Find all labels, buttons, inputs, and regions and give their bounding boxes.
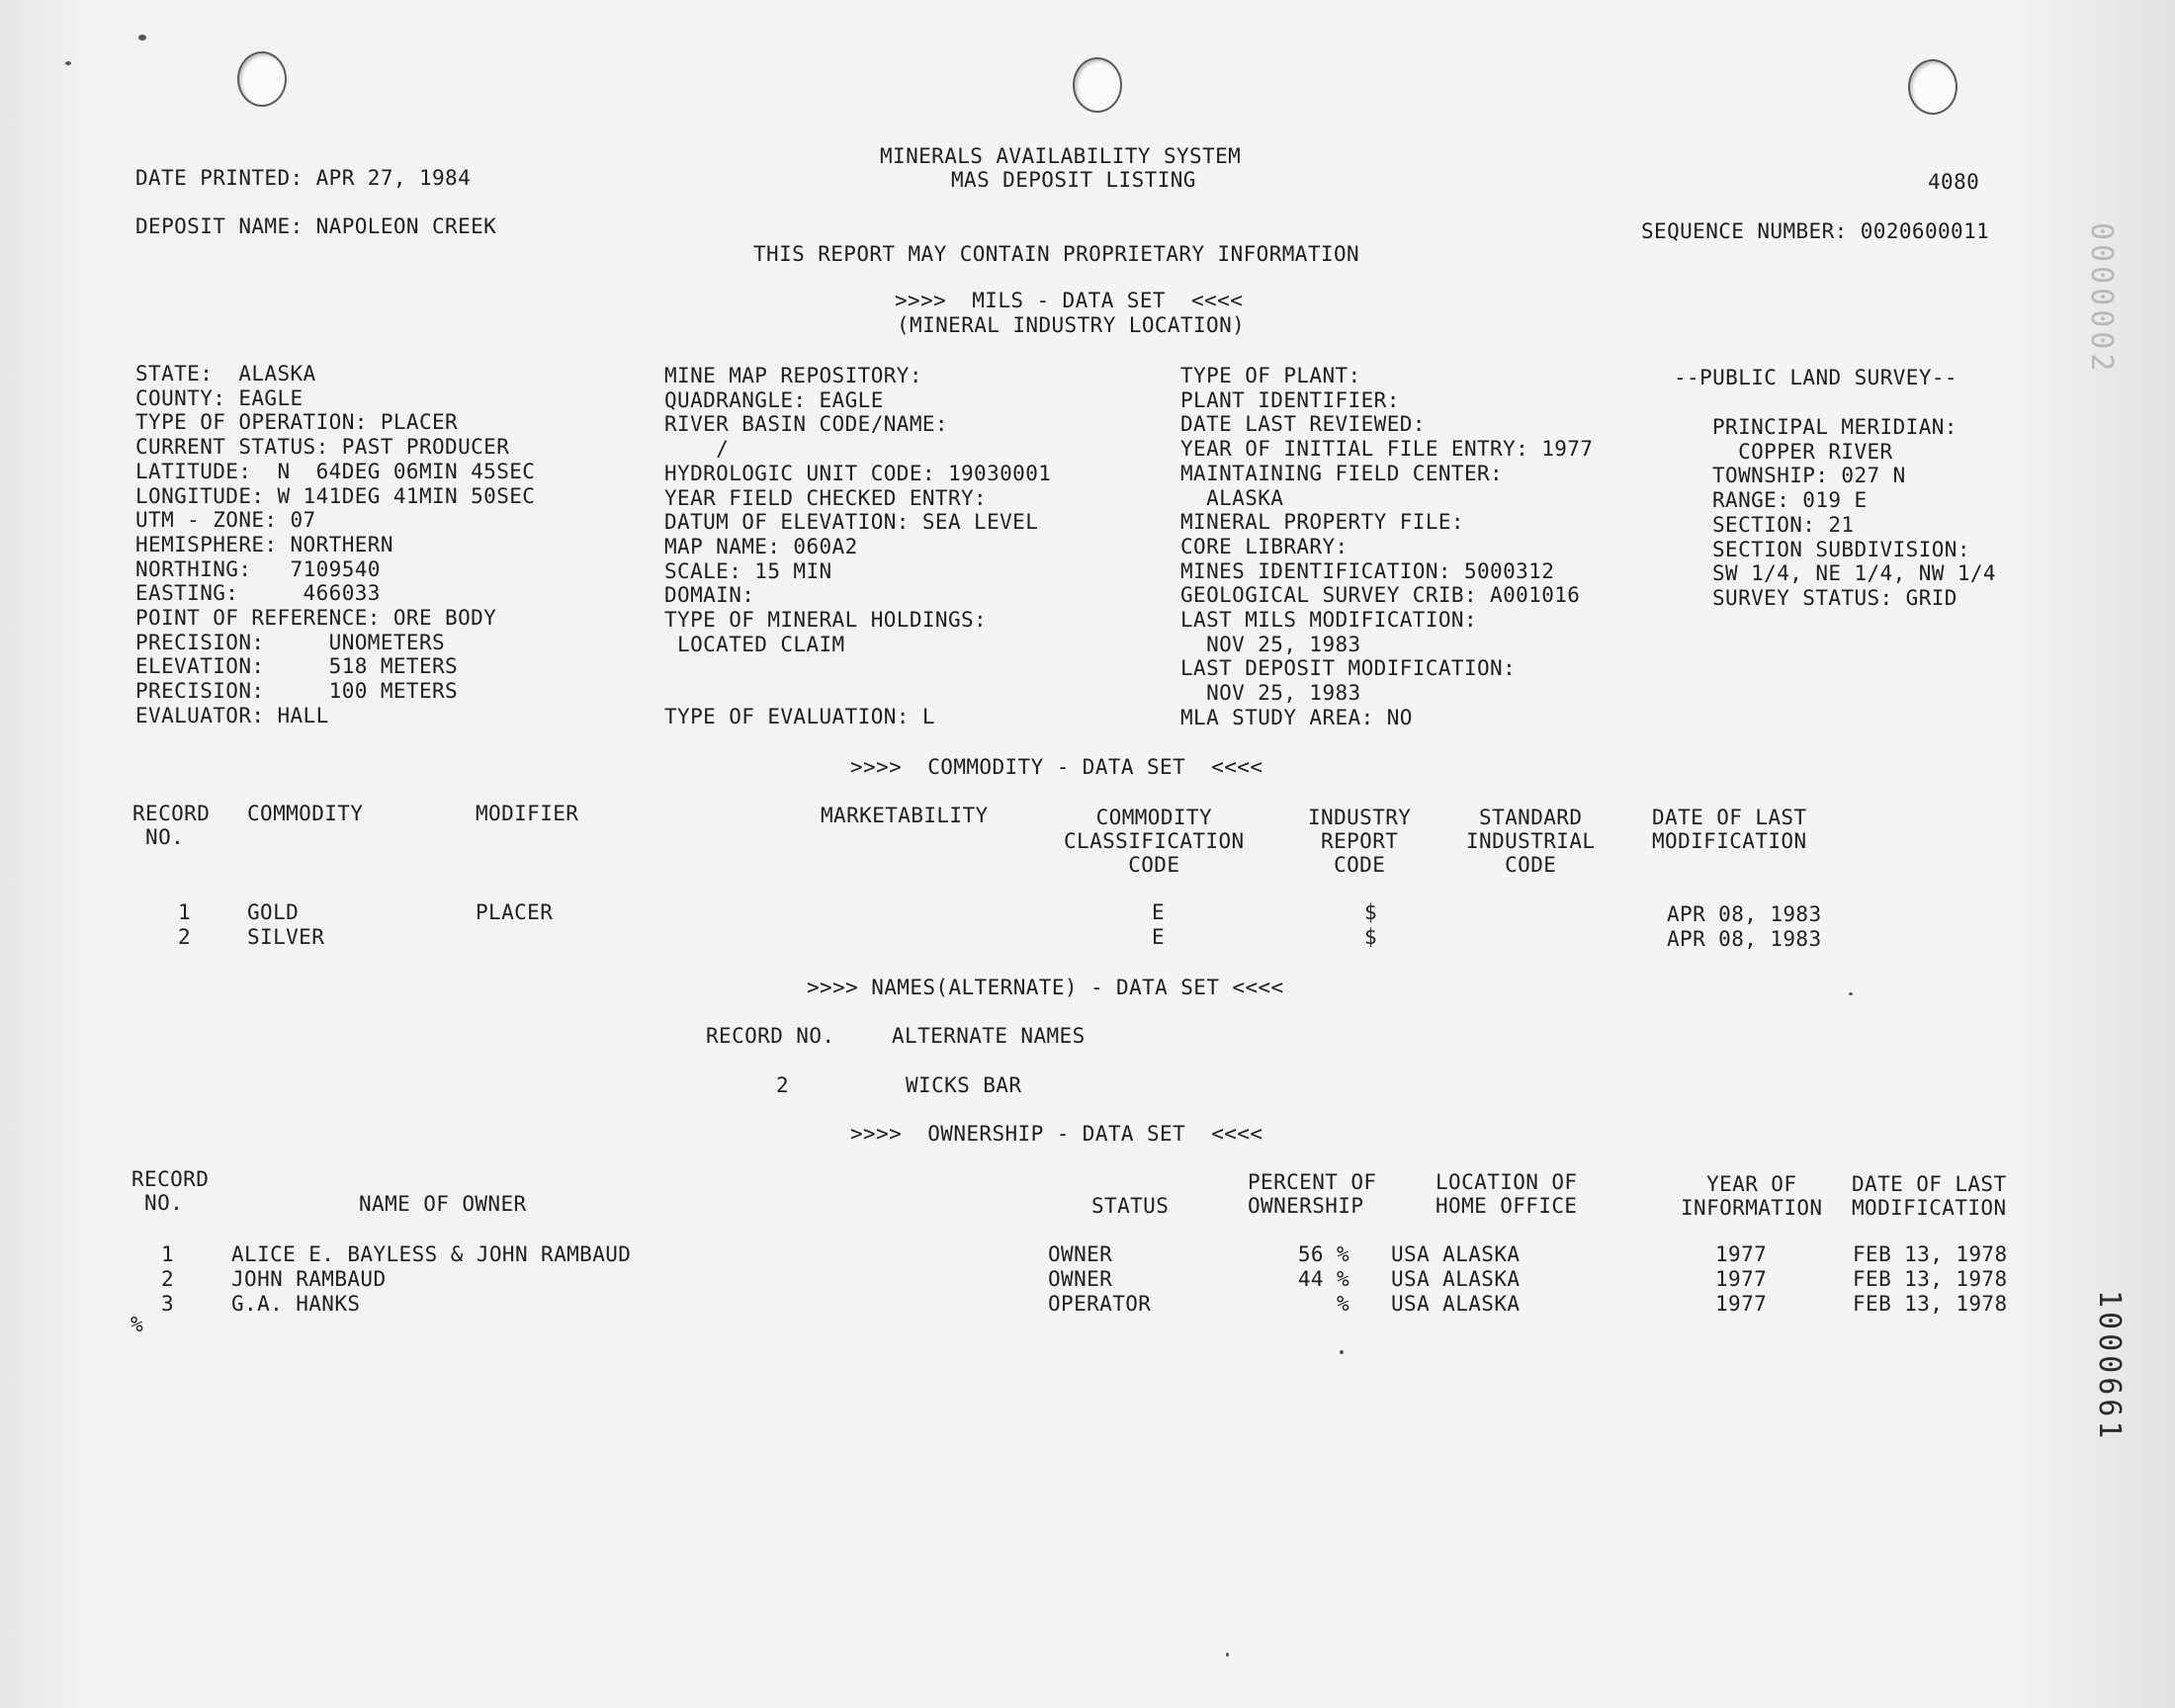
owner-name: G.A. HANKS xyxy=(231,1292,361,1316)
mils-location-line: LATITUDE: N 64DEG 06MIN 45SEC xyxy=(135,459,536,483)
header-line: CLASSIFICATION xyxy=(1064,829,1245,853)
listing-title: MAS DEPOSIT LISTING xyxy=(951,168,1196,192)
ownership-record-no: 3 xyxy=(161,1292,175,1316)
speck xyxy=(1226,1653,1229,1657)
mils-map-line: DATUM OF ELEVATION: SEA LEVEL xyxy=(664,510,1039,535)
mils-land-survey-line: RANGE: 019 E xyxy=(1712,488,1868,513)
information-year: 1977 xyxy=(1715,1242,1768,1266)
mils-map-line: YEAR FIELD CHECKED ENTRY: xyxy=(664,485,988,510)
speck xyxy=(65,61,71,65)
mils-land-survey-line: SW 1/4, NE 1/4, NW 1/4 xyxy=(1712,561,1996,586)
commodity-header-modifier: MODIFIER xyxy=(476,802,579,825)
archive-stamp-lower: 1000661 xyxy=(2092,1290,2127,1443)
header-line: MODIFICATION xyxy=(1852,1196,2007,1220)
commodity-industry-code: $ xyxy=(1364,925,1378,949)
deposit-name: DEPOSIT NAME: NAPOLEON CREEK xyxy=(135,214,497,238)
ownership-percent: 56 % xyxy=(1297,1242,1349,1266)
mils-location-line: STATE: ALASKA xyxy=(135,362,316,385)
ownership-status: OPERATOR xyxy=(1048,1292,1152,1316)
ownership-percent: 44 % xyxy=(1297,1267,1349,1291)
header-line: YEAR OF xyxy=(1706,1172,1797,1196)
punch-hole-left xyxy=(237,51,287,107)
mils-map-line: DOMAIN: xyxy=(664,583,755,608)
header-line: MODIFICATION xyxy=(1652,829,1807,853)
commodity-name: GOLD xyxy=(247,900,300,924)
header-line: RECORD xyxy=(131,1167,210,1191)
commodity-modifier: PLACER xyxy=(476,900,554,924)
mils-location-line: LONGITUDE: W 141DEG 41MIN 50SEC xyxy=(135,483,536,508)
mils-location-line: POINT OF REFERENCE: ORE BODY xyxy=(135,606,497,630)
names-header-record: RECORD NO. xyxy=(706,1024,835,1048)
ownership-status: OWNER xyxy=(1048,1242,1113,1266)
alternate-record-no: 2 xyxy=(776,1073,790,1097)
mils-land-survey-line: PRINCIPAL MERIDIAN: xyxy=(1712,415,1958,439)
mils-plant-line: GEOLOGICAL SURVEY CRIB: A001016 xyxy=(1180,583,1581,608)
footer-percent-mark: % xyxy=(130,1313,144,1336)
mils-plant-line: ALASKA xyxy=(1180,485,1284,510)
mils-plant-line: LAST DEPOSIT MODIFICATION: xyxy=(1180,656,1517,681)
home-office-location: USA ALASKA xyxy=(1391,1292,1521,1316)
speck xyxy=(1849,992,1853,995)
header-line: CODE xyxy=(1128,853,1180,877)
commodity-name: SILVER xyxy=(247,925,325,949)
mils-map-line: / xyxy=(664,437,730,462)
commodity-date: APR 08, 1983 xyxy=(1667,902,1822,926)
ownership-date: FEB 13, 1978 xyxy=(1853,1292,2008,1316)
commodity-header-record xyxy=(132,802,210,849)
commodity-classification-code: E xyxy=(1152,900,1166,924)
mils-plant-line: MINERAL PROPERTY FILE: xyxy=(1180,510,1464,535)
information-year: 1977 xyxy=(1715,1292,1768,1316)
header-line: INDUSTRY xyxy=(1308,806,1412,829)
ownership-record-no: 1 xyxy=(161,1242,175,1266)
header-line: CODE xyxy=(1505,853,1557,877)
mils-location-line: UTM - ZONE: 07 xyxy=(135,508,316,533)
mils-map-line: TYPE OF MINERAL HOLDINGS: xyxy=(664,608,988,632)
mils-plant-line: NOV 25, 1983 xyxy=(1180,632,1361,656)
commodity-header-marketability: MARKETABILITY xyxy=(821,804,989,827)
header-line: LOCATION OF xyxy=(1436,1170,1578,1194)
proprietary-notice: THIS REPORT MAY CONTAIN PROPRIETARY INFORMATION xyxy=(753,242,1360,266)
header-line: NO. xyxy=(132,825,185,849)
header-line: RECORD xyxy=(132,802,211,825)
mils-plant-line: MLA STUDY AREA: NO xyxy=(1180,705,1413,729)
mils-location-line: ELEVATION: 518 METERS xyxy=(135,654,459,679)
speck xyxy=(1340,1350,1344,1354)
ownership-date: FEB 13, 1978 xyxy=(1853,1242,2008,1266)
header-line: PERCENT OF xyxy=(1248,1170,1377,1194)
information-year: 1977 xyxy=(1715,1267,1768,1291)
commodity-date: APR 08, 1983 xyxy=(1667,927,1822,951)
mils-map-line: SCALE: 15 MIN xyxy=(664,558,832,583)
system-title: MINERALS AVAILABILITY SYSTEM xyxy=(880,144,1242,168)
mils-location-line: EVALUATOR: HALL xyxy=(135,703,329,727)
mils-location-line: PRECISION: 100 METERS xyxy=(135,679,459,704)
mils-location-line: CURRENT STATUS: PAST PRODUCER xyxy=(135,435,510,460)
owner-name: JOHN RAMBAUD xyxy=(231,1267,387,1291)
owner-name: ALICE E. BAYLESS & JOHN RAMBAUD xyxy=(231,1242,632,1266)
header-line: CODE xyxy=(1334,853,1386,877)
ownership-title: >>>> OWNERSHIP - DATA SET <<<< xyxy=(850,1122,1263,1146)
sequence-number: SEQUENCE NUMBER: 0020600011 xyxy=(1641,219,1990,243)
commodity-classification-code: E xyxy=(1152,925,1166,949)
mils-land-survey-line: SECTION: 21 xyxy=(1712,512,1855,537)
header-line: REPORT xyxy=(1321,829,1399,853)
header-line: DATE OF LAST xyxy=(1652,806,1807,829)
commodity-header-standard xyxy=(1466,806,1595,877)
mils-subtitle: (MINERAL INDUSTRY LOCATION) xyxy=(897,313,1246,337)
mils-plant-line: CORE LIBRARY: xyxy=(1180,534,1348,558)
ownership-header-year xyxy=(1681,1172,1822,1220)
mils-plant-line: YEAR OF INITIAL FILE ENTRY: 1977 xyxy=(1180,437,1594,462)
commodity-record-no: 2 xyxy=(178,925,192,949)
mils-map-line: MINE MAP REPOSITORY: xyxy=(664,364,922,387)
ownership-header-date xyxy=(1852,1172,2007,1220)
header-line: COMMODITY xyxy=(1095,806,1212,829)
mils-land-survey-line: SECTION SUBDIVISION: xyxy=(1712,537,1970,561)
header-line: INFORMATION xyxy=(1681,1196,1823,1220)
ownership-header-record xyxy=(131,1167,209,1215)
date-printed: DATE PRINTED: APR 27, 1984 xyxy=(135,166,472,190)
ownership-percent: % xyxy=(1336,1292,1349,1316)
mils-map-line: MAP NAME: 060A2 xyxy=(664,534,858,558)
header-line: OWNERSHIP xyxy=(1248,1194,1364,1218)
mils-land-survey-line: TOWNSHIP: 027 N xyxy=(1712,464,1906,488)
header-line: STANDARD xyxy=(1479,806,1583,829)
archive-stamp-upper: 0000002 xyxy=(2084,222,2119,376)
ownership-header-status: STATUS xyxy=(1091,1194,1170,1218)
mils-location-line: NORTHING: 7109540 xyxy=(135,556,381,581)
mils-map-line: QUADRANGLE: EAGLE xyxy=(664,387,884,412)
mils-map-line: RIVER BASIN CODE/NAME: xyxy=(664,412,948,437)
mils-plant-line: MAINTAINING FIELD CENTER: xyxy=(1180,461,1504,485)
mils-map-line: HYDROLOGIC UNIT CODE: 19030001 xyxy=(664,461,1052,485)
public-land-survey-title: --PUBLIC LAND SURVEY-- xyxy=(1674,366,1958,389)
mils-land-survey-line: COPPER RIVER xyxy=(1712,439,1893,464)
commodity-record-no: 1 xyxy=(178,900,192,924)
mils-map-line: LOCATED CLAIM xyxy=(664,632,845,656)
commodity-industry-code: $ xyxy=(1364,900,1378,924)
commodity-header-classification xyxy=(1064,806,1245,877)
header-line: NO. xyxy=(131,1191,184,1215)
speck xyxy=(138,35,146,41)
header-line: HOME OFFICE xyxy=(1436,1194,1578,1218)
mils-location-line: EASTING: 466033 xyxy=(135,581,381,606)
mils-plant-line: PLANT IDENTIFIER: xyxy=(1180,387,1400,412)
mils-location-line: COUNTY: EAGLE xyxy=(135,385,304,410)
ownership-date: FEB 13, 1978 xyxy=(1853,1267,2008,1291)
punch-hole-right xyxy=(1908,59,1958,115)
page-number: 4080 xyxy=(1928,170,1980,194)
ownership-status: OWNER xyxy=(1048,1267,1113,1291)
mils-land-survey-line: SURVEY STATUS: GRID xyxy=(1712,585,1958,610)
header-line: INDUSTRIAL xyxy=(1466,829,1596,853)
type-of-evaluation: TYPE OF EVALUATION: L xyxy=(664,705,935,728)
mils-location-line: HEMISPHERE: NORTHERN xyxy=(135,532,393,556)
commodity-title: >>>> COMMODITY - DATA SET <<<< xyxy=(850,755,1263,779)
mils-title: >>>> MILS - DATA SET <<<< xyxy=(895,289,1244,312)
commodity-header-commodity: COMMODITY xyxy=(247,802,364,825)
header-line: DATE OF LAST xyxy=(1852,1172,2007,1196)
names-title: >>>> NAMES(ALTERNATE) - DATA SET <<<< xyxy=(807,976,1284,999)
ownership-record-no: 2 xyxy=(161,1267,175,1291)
commodity-header-industry xyxy=(1308,806,1411,877)
mils-location-line: PRECISION: UNOMETERS xyxy=(135,630,446,654)
mils-location-line: TYPE OF OPERATION: PLACER xyxy=(135,410,459,435)
names-header-alternate: ALTERNATE NAMES xyxy=(892,1024,1086,1048)
ownership-header-percent xyxy=(1248,1170,1376,1218)
alternate-name: WICKS BAR xyxy=(906,1073,1022,1097)
mils-plant-line: NOV 25, 1983 xyxy=(1180,681,1361,706)
ownership-header-name: NAME OF OWNER xyxy=(359,1192,527,1216)
punch-hole-center xyxy=(1073,57,1122,113)
mils-plant-line: MINES IDENTIFICATION: 5000312 xyxy=(1180,558,1555,583)
home-office-location: USA ALASKA xyxy=(1391,1267,1521,1291)
commodity-header-date xyxy=(1652,806,1807,853)
home-office-location: USA ALASKA xyxy=(1391,1242,1521,1266)
mils-plant-line: LAST MILS MODIFICATION: xyxy=(1180,608,1477,632)
mils-plant-line: TYPE OF PLANT: xyxy=(1180,364,1361,387)
mils-plant-line: DATE LAST REVIEWED: xyxy=(1180,412,1426,437)
ownership-header-location xyxy=(1436,1170,1577,1218)
